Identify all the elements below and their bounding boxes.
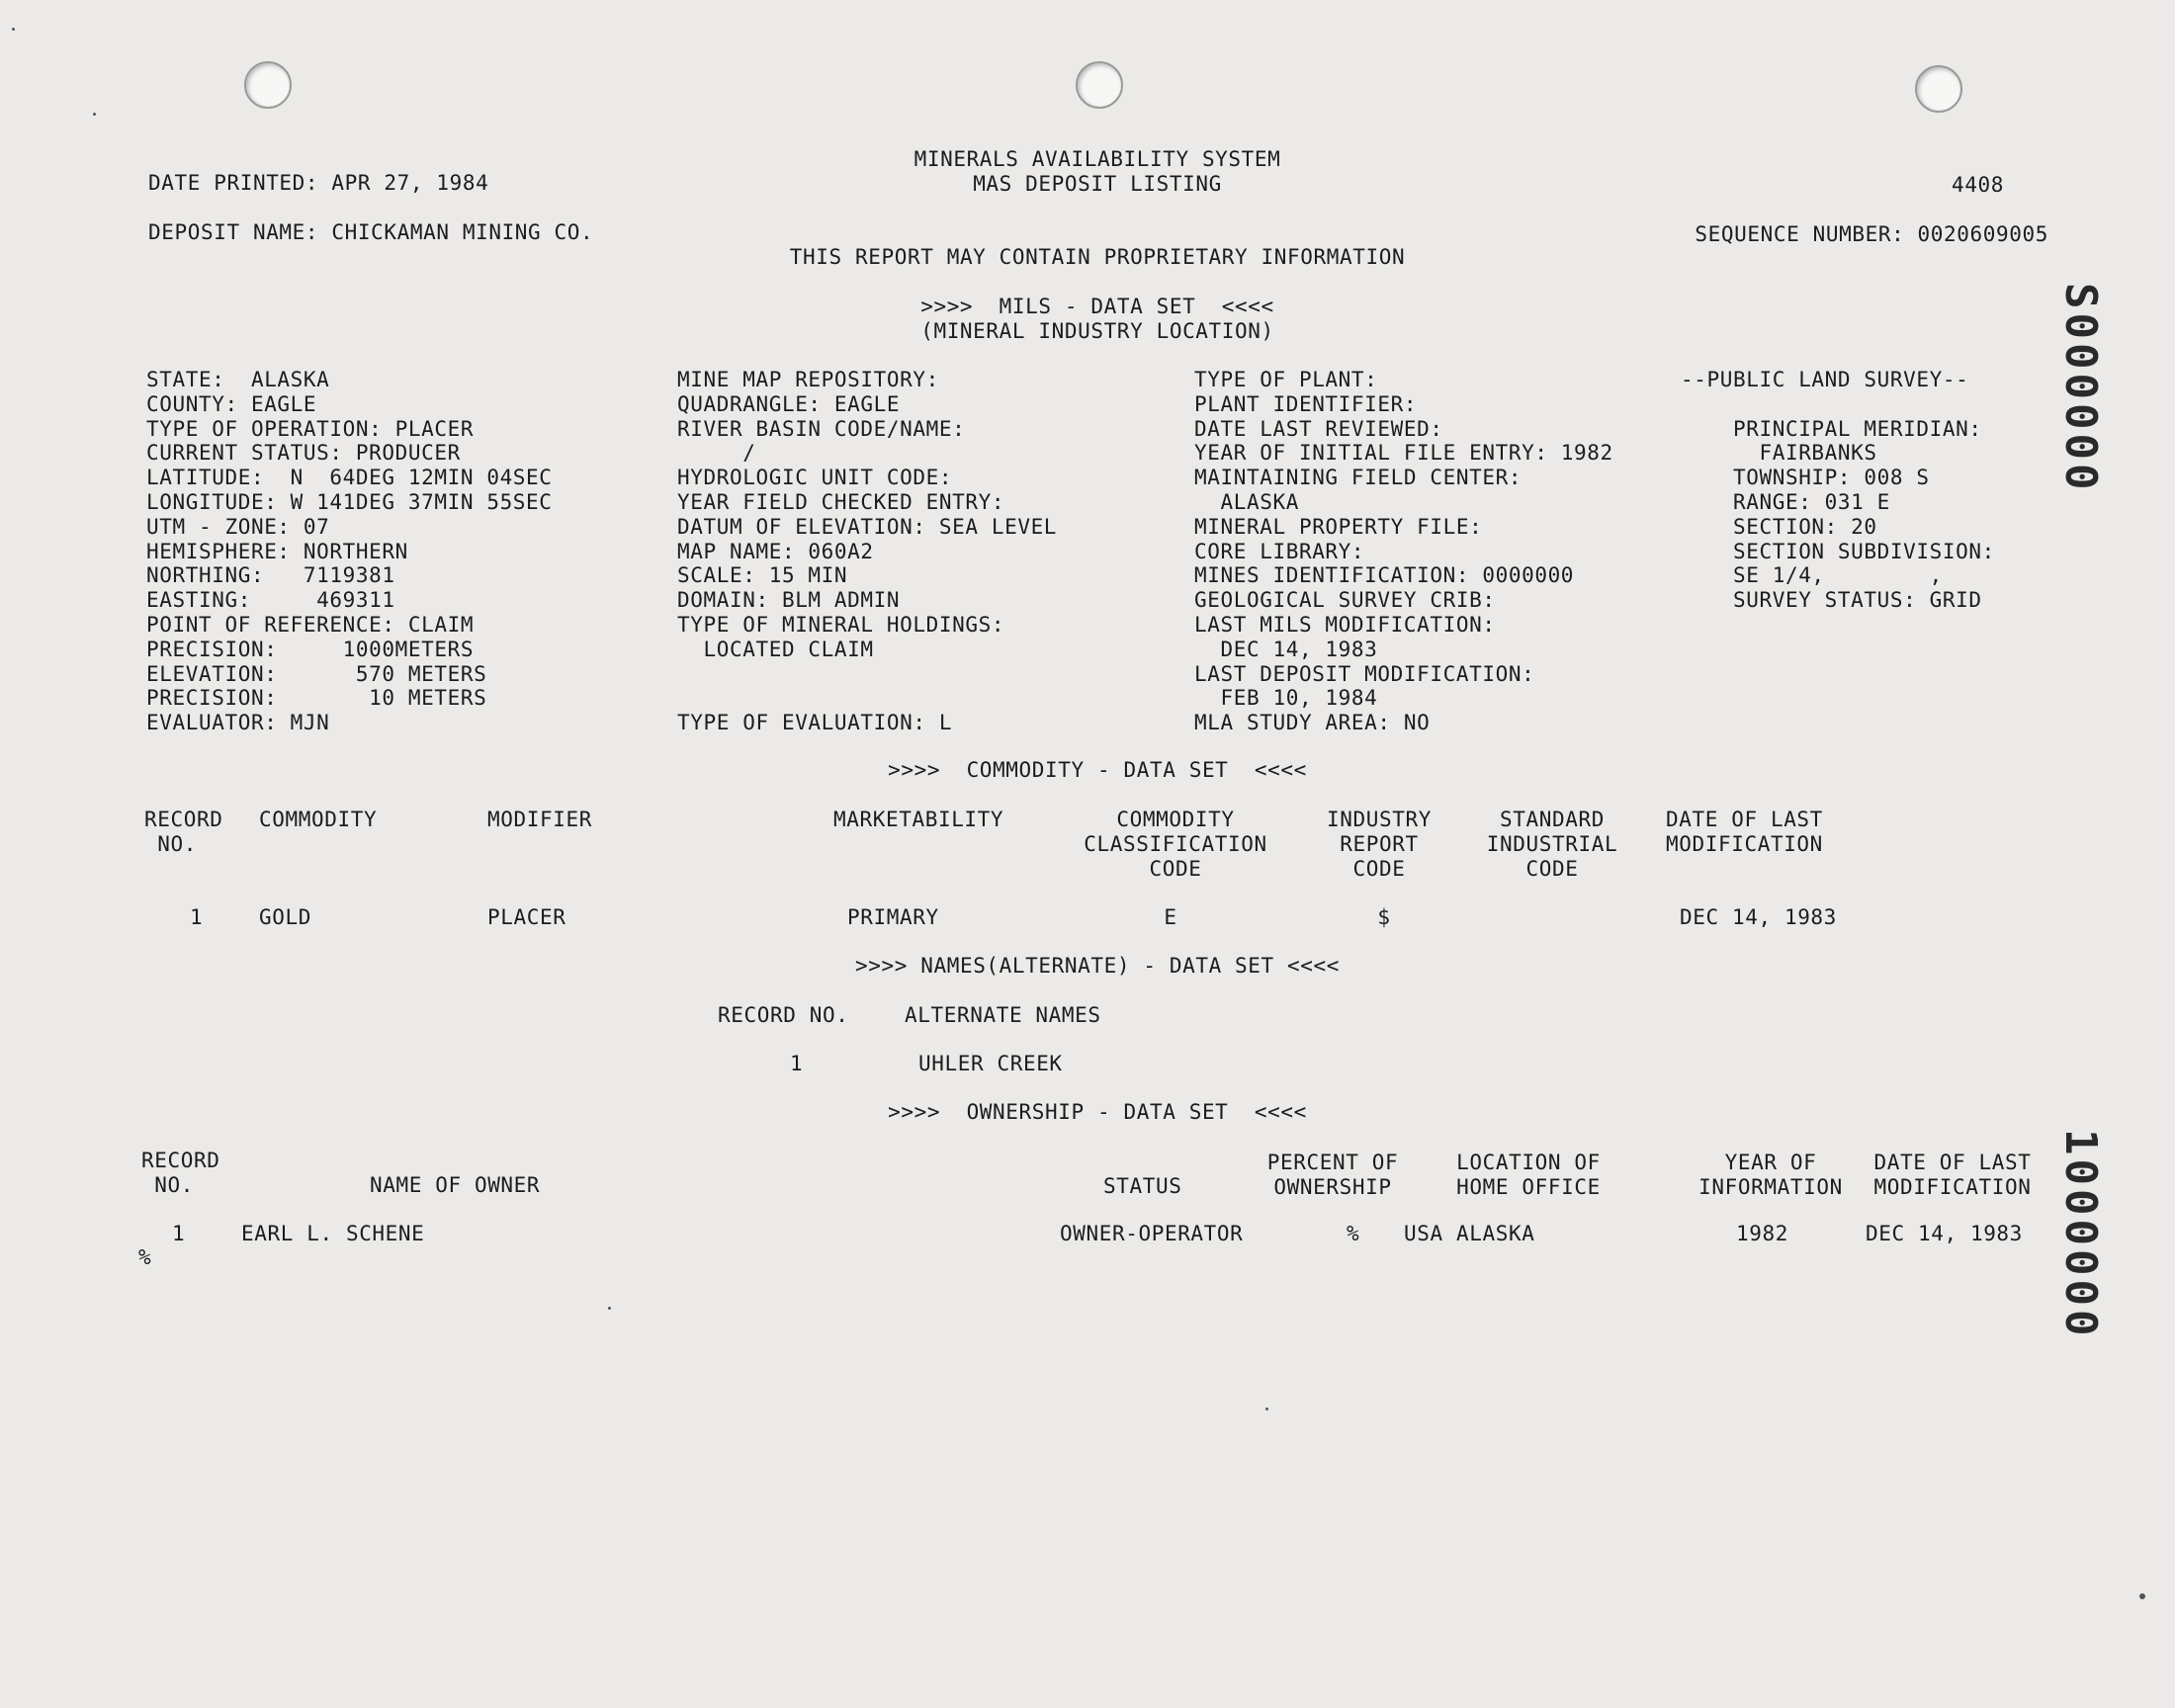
- page-code: 4408: [1952, 173, 2004, 197]
- mils-field: HEMISPHERE: NORTHERN: [146, 539, 408, 563]
- mils-field: LAST MILS MODIFICATION:: [1194, 613, 1496, 637]
- mils-field: MLA STUDY AREA: NO: [1194, 711, 1431, 735]
- mils-field: TYPE OF EVALUATION: L: [677, 711, 953, 735]
- ownership-header-percent: PERCENT OF OWNERSHIP: [1266, 1151, 1399, 1199]
- mils-field: NORTHING: 7119381: [146, 563, 395, 588]
- punch-hole-center: [1076, 61, 1123, 109]
- mils-field: FEB 10, 1984: [1194, 686, 1378, 711]
- ownership-header-record-no: RECORD NO.: [141, 1149, 220, 1197]
- commodity-header-modifier: MODIFIER: [487, 808, 592, 831]
- mils-field: DATUM OF ELEVATION: SEA LEVEL: [677, 514, 1058, 539]
- mils-field: POINT OF REFERENCE: CLAIM: [146, 613, 475, 637]
- speck-mark: [2139, 1593, 2145, 1599]
- mils-field: DATE LAST REVIEWED:: [1194, 416, 1443, 441]
- mils-field: HYDROLOGIC UNIT CODE:: [677, 466, 953, 490]
- mils-field: RANGE: 031 E: [1681, 490, 1890, 514]
- mils-field: PRECISION: 10 METERS: [146, 686, 487, 711]
- mils-field: TYPE OF MINERAL HOLDINGS:: [677, 613, 1005, 637]
- mils-field: PRECISION: 1000METERS: [146, 637, 475, 661]
- names-header-record-no: RECORD NO.: [718, 1003, 849, 1027]
- commodity-header-classification: COMMODITY CLASSIFICATION CODE: [1084, 808, 1267, 881]
- names-title: >>>> NAMES(ALTERNATE) - DATA SET <<<<: [855, 954, 1340, 978]
- commodity-cell-modifier: PLACER: [487, 905, 566, 929]
- punch-hole-right: [1915, 65, 1962, 113]
- ownership-cell-percent: %: [1347, 1222, 1360, 1245]
- speck-mark: [608, 1307, 611, 1310]
- mils-field: TYPE OF OPERATION: PLACER: [146, 416, 475, 441]
- ownership-header-status: STATUS: [1103, 1174, 1182, 1198]
- punch-hole-left: [244, 61, 292, 109]
- speck-mark: [93, 113, 96, 116]
- mils-field: LAST DEPOSIT MODIFICATION:: [1194, 661, 1535, 686]
- mils-title: >>>> MILS - DATA SET <<<<: [920, 295, 1274, 318]
- mils-field: DOMAIN: BLM ADMIN: [677, 588, 901, 613]
- speck-mark: [12, 28, 15, 31]
- mils-field: PRINCIPAL MERIDIAN:: [1681, 416, 1982, 441]
- mils-field: YEAR OF INITIAL FILE ENTRY: 1982: [1194, 441, 1613, 466]
- mils-field: CURRENT STATUS: PRODUCER: [146, 441, 461, 466]
- mils-field: FAIRBANKS: [1681, 441, 1877, 466]
- mils-subtitle: (MINERAL INDUSTRY LOCATION): [920, 319, 1274, 343]
- commodity-cell-classification: E: [1164, 905, 1177, 929]
- mils-field: MINERAL PROPERTY FILE:: [1194, 514, 1483, 539]
- ownership-header-location: LOCATION OF HOME OFFICE: [1456, 1151, 1601, 1199]
- mils-field: EASTING: 469311: [146, 588, 395, 613]
- mils-field: EVALUATOR: MJN: [146, 711, 330, 735]
- ownership-header-year: YEAR OF INFORMATION: [1698, 1151, 1843, 1199]
- mils-field: QUADRANGLE: EAGLE: [677, 391, 901, 416]
- mils-field: STATE: ALASKA: [146, 368, 330, 391]
- commodity-cell-date: DEC 14, 1983: [1680, 905, 1837, 929]
- mils-field: GEOLOGICAL SURVEY CRIB:: [1194, 588, 1496, 613]
- commodity-header-industry: INDUSTRY REPORT CODE: [1327, 808, 1432, 881]
- ownership-header-date: DATE OF LAST MODIFICATION: [1873, 1151, 2032, 1199]
- ownership-header-owner: NAME OF OWNER: [370, 1173, 541, 1197]
- mils-field: LONGITUDE: W 141DEG 37MIN 55SEC: [146, 490, 553, 514]
- mils-field: PLANT IDENTIFIER:: [1194, 391, 1418, 416]
- ownership-cell-record-no: 1: [172, 1222, 186, 1245]
- ownership-cell-location: USA ALASKA: [1404, 1222, 1535, 1245]
- mils-field: MAINTAINING FIELD CENTER:: [1194, 466, 1522, 490]
- mils-field: SECTION: 20: [1681, 514, 1877, 539]
- stamp-number-bottom: 1000000: [2055, 1129, 2106, 1340]
- mils-field: LOCATED CLAIM: [677, 637, 874, 661]
- ownership-cell-date: DEC 14, 1983: [1866, 1222, 2023, 1245]
- mils-field: ALASKA: [1194, 490, 1299, 514]
- mils-field: --PUBLIC LAND SURVEY--: [1681, 368, 1969, 391]
- commodity-header-marketability: MARKETABILITY: [833, 808, 1004, 831]
- names-header-alt-names: ALTERNATE NAMES: [905, 1003, 1101, 1027]
- ownership-cell-status: OWNER-OPERATOR: [1060, 1222, 1244, 1245]
- mils-field: CORE LIBRARY:: [1194, 539, 1365, 563]
- mils-field: COUNTY: EAGLE: [146, 391, 317, 416]
- stamp-number-top: S000000: [2055, 283, 2106, 494]
- mils-field: RIVER BASIN CODE/NAME:: [677, 416, 966, 441]
- mils-field: LATITUDE: N 64DEG 12MIN 04SEC: [146, 466, 553, 490]
- mils-field: SCALE: 15 MIN: [677, 563, 848, 588]
- mils-field: DEC 14, 1983: [1194, 637, 1378, 661]
- proprietary-notice: THIS REPORT MAY CONTAIN PROPRIETARY INFORMATION: [789, 245, 1406, 269]
- commodity-cell-marketability: PRIMARY: [847, 905, 939, 929]
- deposit-name: DEPOSIT NAME: CHICKAMAN MINING CO.: [148, 220, 594, 244]
- mils-field: TYPE OF PLANT:: [1194, 368, 1378, 391]
- mils-field: MINE MAP REPOSITORY:: [677, 368, 939, 391]
- commodity-cell-industry: $: [1377, 905, 1391, 929]
- commodity-cell-commodity: GOLD: [259, 905, 311, 929]
- mils-field: UTM - ZONE: 07: [146, 514, 330, 539]
- commodity-cell-record-no: 1: [190, 905, 204, 929]
- ownership-cell-year: 1982: [1736, 1222, 1788, 1245]
- listing-title: MAS DEPOSIT LISTING: [973, 172, 1222, 196]
- date-printed: DATE PRINTED: APR 27, 1984: [148, 171, 489, 195]
- mils-field: ELEVATION: 570 METERS: [146, 661, 487, 686]
- commodity-header-record-no: RECORD NO.: [144, 808, 223, 856]
- commodity-header-date: DATE OF LAST MODIFICATION: [1666, 808, 1823, 856]
- mils-field: MAP NAME: 060A2: [677, 539, 874, 563]
- mils-field: SURVEY STATUS: GRID: [1681, 588, 1982, 613]
- ownership-footnote: %: [138, 1245, 152, 1269]
- mils-field: YEAR FIELD CHECKED ENTRY:: [677, 490, 1005, 514]
- mils-field: TOWNSHIP: 008 S: [1681, 466, 1930, 490]
- mils-field: SECTION SUBDIVISION:: [1681, 539, 1995, 563]
- ownership-title: >>>> OWNERSHIP - DATA SET <<<<: [888, 1100, 1307, 1124]
- system-title: MINERALS AVAILABILITY SYSTEM: [914, 147, 1281, 171]
- speck-mark: [1265, 1408, 1268, 1410]
- mils-field: SE 1/4, ,: [1681, 563, 1943, 588]
- commodity-header-commodity: COMMODITY: [259, 808, 378, 831]
- commodity-header-standard: STANDARD INDUSTRIAL CODE: [1486, 808, 1618, 881]
- names-cell-record-no: 1: [790, 1052, 804, 1075]
- mils-field: MINES IDENTIFICATION: 0000000: [1194, 563, 1575, 588]
- ownership-cell-owner: EARL L. SCHENE: [241, 1222, 425, 1245]
- sequence-number: SEQUENCE NUMBER: 0020609005: [1695, 222, 2048, 246]
- mils-field: /: [677, 441, 756, 466]
- names-cell-name: UHLER CREEK: [918, 1052, 1063, 1075]
- commodity-title: >>>> COMMODITY - DATA SET <<<<: [888, 758, 1307, 782]
